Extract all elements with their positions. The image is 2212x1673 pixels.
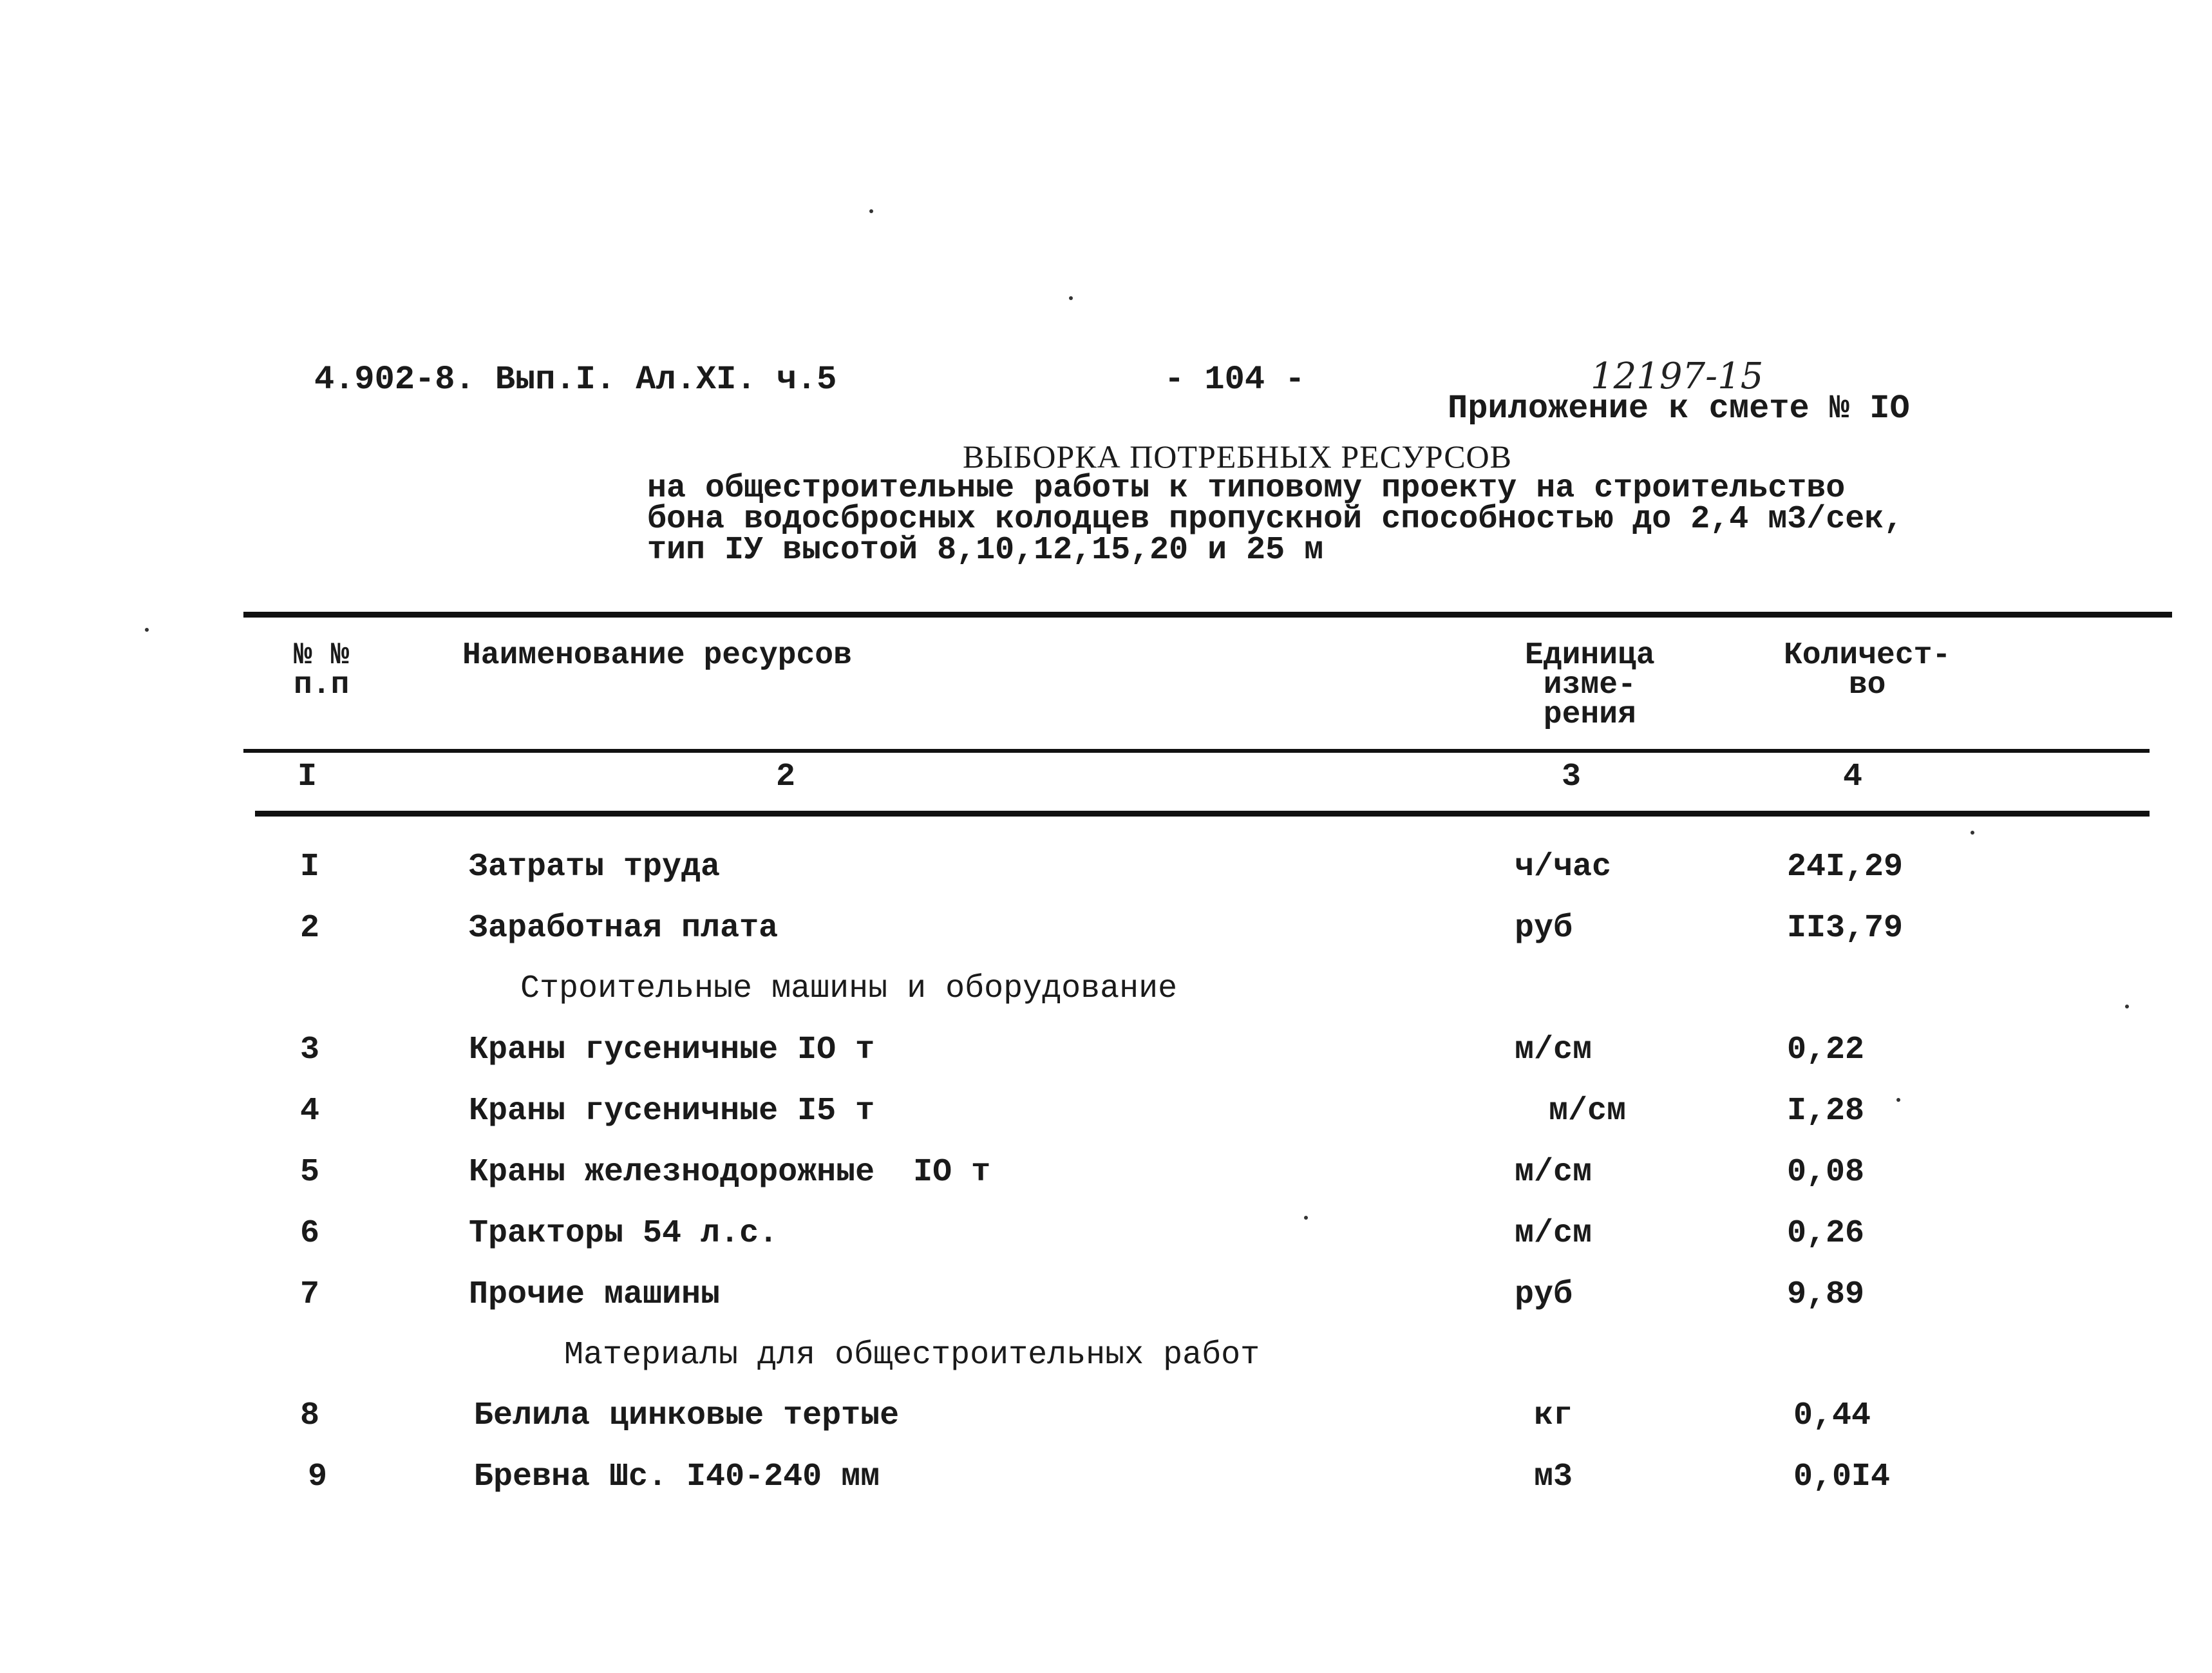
row-number: 7	[300, 1276, 320, 1313]
resource-name: Краны гусеничные IO т	[469, 1032, 875, 1068]
section-title: Строительные машины и оборудование	[520, 970, 1178, 1007]
handwritten-number: 12197-15	[1591, 355, 1764, 397]
row-number: I	[300, 849, 320, 885]
table-top-rule	[243, 612, 2172, 618]
column-header-quantity: Количест- во	[1784, 638, 1951, 703]
row-number: 4	[300, 1093, 320, 1130]
resource-unit: м/см	[1515, 1215, 1593, 1252]
resource-quantity: 9,89	[1787, 1276, 1865, 1313]
resource-quantity: 24I,29	[1787, 849, 1904, 885]
page-number: - 104 -	[1164, 361, 1305, 399]
resource-name: Прочие машины	[469, 1276, 721, 1313]
scan-speck	[869, 209, 873, 213]
column-index: 2	[776, 759, 796, 795]
resource-unit: руб	[1515, 910, 1573, 947]
row-number: 5	[300, 1154, 320, 1191]
scan-speck	[1971, 831, 1974, 835]
resource-quantity: 0,08	[1787, 1154, 1865, 1191]
table-section-heading	[0, 970, 2212, 1032]
resource-name: Заработная плата	[469, 910, 779, 947]
scan-speck	[1896, 1098, 1900, 1102]
column-header-number: № № п.п	[294, 638, 350, 703]
document-title: ВЫБОРКА ПОТРЕБНЫХ РЕСУРСОВ	[963, 439, 1513, 475]
resource-name: Тракторы 54 л.с.	[469, 1215, 779, 1252]
resource-unit: м/см	[1515, 1032, 1593, 1068]
section-title: Материалы для общестроительных работ	[564, 1337, 1260, 1374]
table-row	[0, 1459, 2212, 1520]
index-bottom-rule	[255, 811, 2150, 817]
row-number: 6	[300, 1215, 320, 1252]
table-row	[0, 910, 2212, 971]
scan-speck	[1304, 1216, 1308, 1220]
title-line-2: бона водосбросных колодцев пропускной способностью до 2,4 м3/сек,	[647, 501, 1904, 538]
resource-quantity: I,28	[1787, 1093, 1865, 1130]
table-row	[0, 1276, 2212, 1337]
appendix-label: Приложение к смете № IO	[1448, 390, 1910, 428]
document-code: 4.902-8. Вып.I. Ал.XI. ч.5	[314, 361, 837, 399]
column-index: 3	[1562, 759, 1582, 795]
resource-unit: м/см	[1515, 1154, 1593, 1191]
resource-unit: м/см	[1549, 1093, 1627, 1130]
resource-unit: ч/час	[1515, 849, 1612, 885]
scan-speck	[2125, 1005, 2129, 1008]
table-row	[0, 1093, 2212, 1154]
resource-quantity: 0,44	[1793, 1397, 1871, 1434]
scan-speck	[145, 628, 149, 632]
header-bottom-rule	[243, 749, 2150, 753]
resource-quantity: 0,0I4	[1793, 1459, 1891, 1495]
row-number: 3	[300, 1032, 320, 1068]
column-header-name: Наименование ресурсов	[462, 638, 852, 673]
table-section-heading	[0, 1337, 2212, 1398]
resource-name: Белила цинковые тертые	[474, 1397, 900, 1434]
table-row	[0, 1215, 2212, 1276]
row-number: 2	[300, 910, 320, 947]
resource-unit: кг	[1534, 1397, 1573, 1434]
column-index: 4	[1843, 759, 1863, 795]
row-number: 8	[300, 1397, 320, 1434]
resource-name: Затраты труда	[469, 849, 721, 885]
resource-name: Краны железнодорожные IO т	[469, 1154, 991, 1191]
resource-unit: руб	[1515, 1276, 1573, 1313]
resource-quantity: 0,26	[1787, 1215, 1865, 1252]
table-row	[0, 1154, 2212, 1215]
title-line-1: на общестроительные работы к типовому проекту на строительство	[647, 470, 1846, 507]
table-row	[0, 849, 2212, 910]
column-header-unit: Единица изме- рения	[1525, 638, 1655, 732]
resource-unit: м3	[1534, 1459, 1573, 1495]
resource-quantity: 0,22	[1787, 1032, 1865, 1068]
row-number: 9	[308, 1459, 328, 1495]
resource-quantity: II3,79	[1787, 910, 1904, 947]
column-index: I	[298, 759, 317, 795]
title-line-3: тип IУ высотой 8,10,12,15,20 и 25 м	[647, 532, 1324, 569]
scan-speck	[1069, 296, 1073, 300]
table-row	[0, 1032, 2212, 1093]
table-row	[0, 1397, 2212, 1459]
resource-name: Краны гусеничные I5 т	[469, 1093, 875, 1130]
resource-name: Бревна Шс. I40-240 мм	[474, 1459, 880, 1495]
